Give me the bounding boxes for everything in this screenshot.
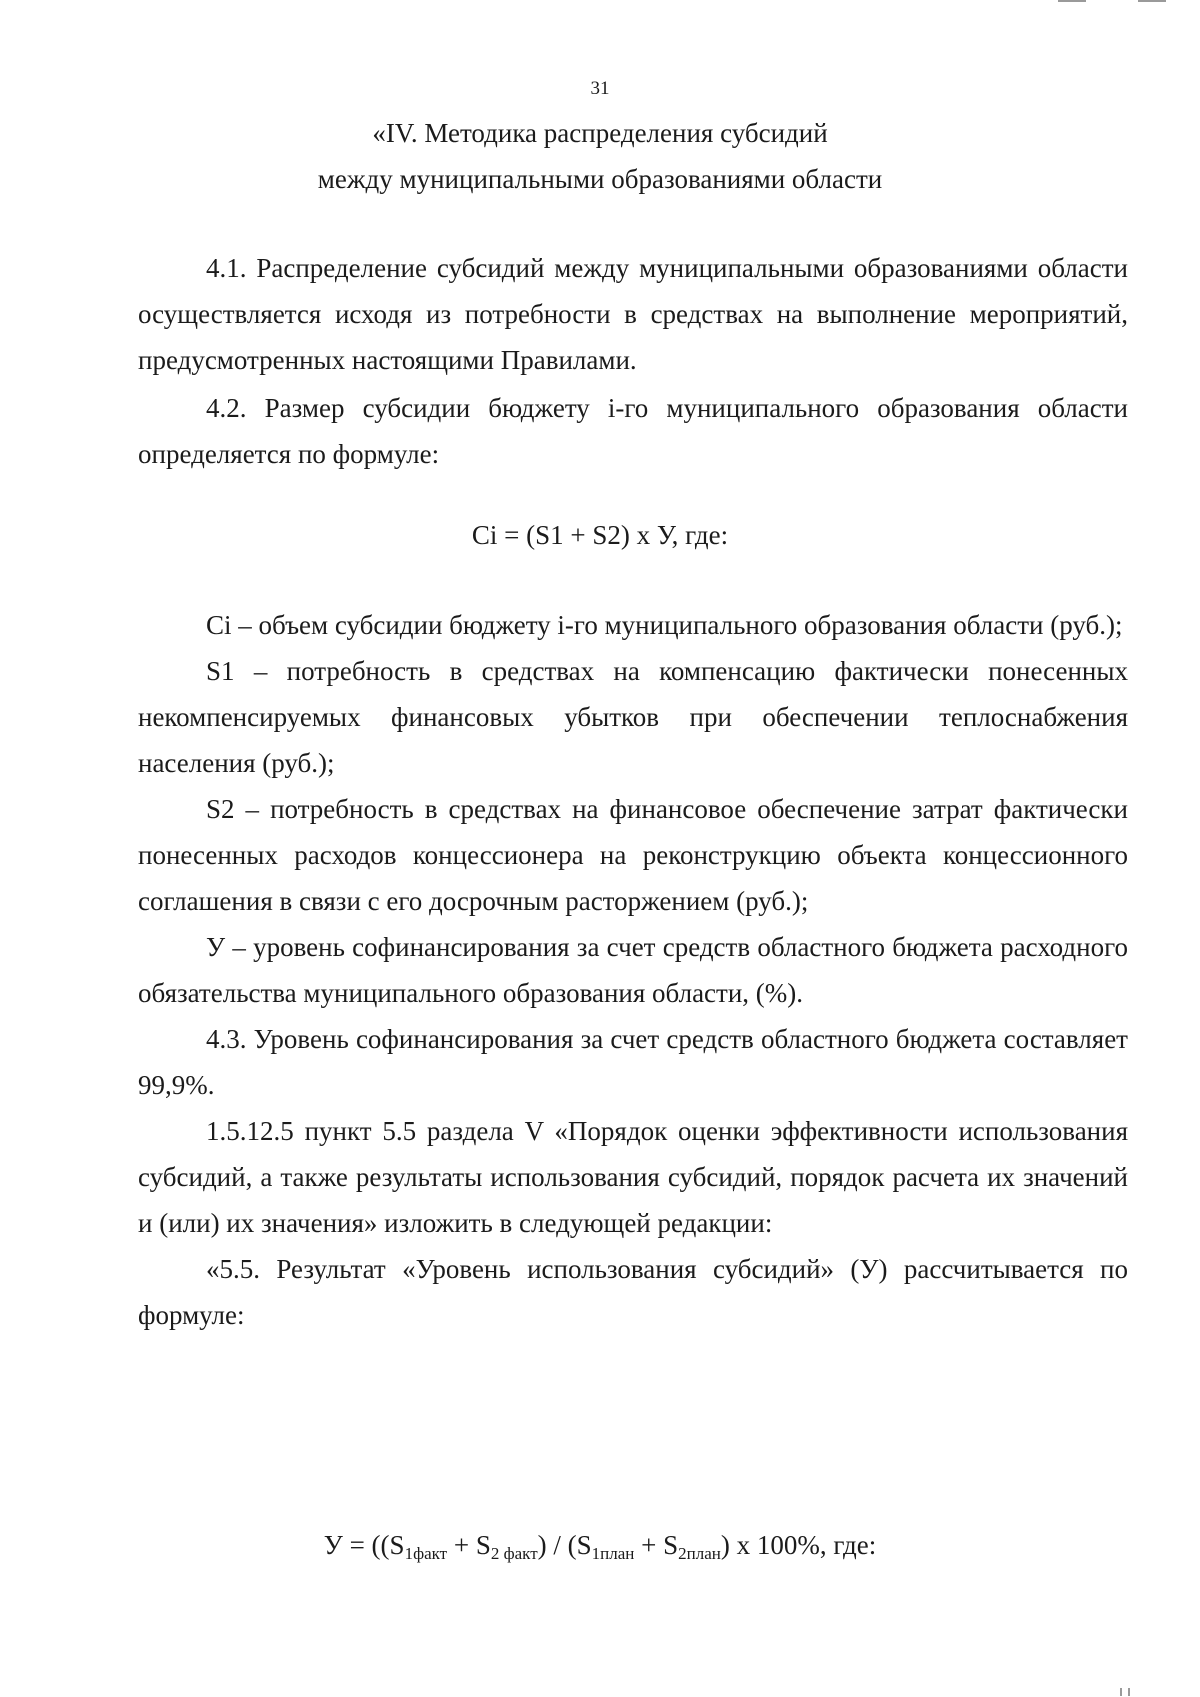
- formula-u-tail: ) x 100%, где:: [720, 1530, 877, 1560]
- definition-ci: Ci – объем субсидии бюджету i-го муниципального образования области (руб.);: [206, 610, 1123, 640]
- formula-ci: Ci = (S1 + S2) x У, где:: [471, 520, 729, 550]
- paragraph-block-1: [138, 245, 1128, 477]
- paragraph-4-3: 4.3. Уровень софинансирования за счет средств областного бюджета составляет 99,9%.: [138, 1024, 1128, 1100]
- page-number: 31: [590, 78, 610, 99]
- scan-artifact-bottom-2: [1128, 1688, 1130, 1696]
- paragraph-4-2: 4.2. Размер субсидии бюджету i-го муниципального образования области определяется по формуле:: [138, 393, 1128, 469]
- paragraph-4-1: 4.1. Распределение субсидий между муниципальными образованиями области осуществляется исходя из потребности в средствах на выполнение мероприятий, предусмотренных настоящими Правилами.: [138, 253, 1128, 375]
- formula-u-lead: У = ((S: [323, 1530, 405, 1560]
- formula-u-sub-s1-plan: 1план: [591, 1544, 635, 1563]
- formula-u-plus-2: + S: [634, 1530, 679, 1560]
- scan-artifact-top: [1058, 0, 1086, 2]
- formula-u-sub-s2-fact: 2 факт: [490, 1544, 538, 1563]
- definition-u: У – уровень софинансирования за счет средств областного бюджета расходного обязательства муниципального образования области, (%).: [138, 932, 1128, 1008]
- formula-u: [0, 1530, 1200, 1564]
- scan-artifact-bottom: [1120, 1688, 1122, 1696]
- formula-u-plus-1: + S: [447, 1530, 491, 1560]
- section-heading-line-2: между муниципальными образованиями области: [317, 164, 883, 194]
- definition-s1: S1 – потребность в средствах на компенсацию фактически понесенных некомпенсируемых финансовых убытков при обеспечении теплоснабжения населения (руб.);: [138, 656, 1128, 778]
- formula-u-sub-s2-plan: 2план: [678, 1544, 721, 1563]
- paragraph-5-5: «5.5. Результат «Уровень использования субсидий» (У) рассчитывается по формуле:: [138, 1254, 1128, 1330]
- paragraph-1-5-12-5: 1.5.12.5 пункт 5.5 раздела V «Порядок оценки эффективности использования субсидий, а также результаты использования субсидий, порядок расчета их значений и (или) их значения» изложить в следующей редакции:: [138, 1116, 1128, 1238]
- paragraph-block-2: [138, 602, 1128, 1338]
- section-heading-line-1: «IV. Методика распределения субсидий: [372, 118, 828, 148]
- definition-s2: S2 – потребность в средствах на финансовое обеспечение затрат фактически понесенных расходов концессионера на реконструкцию объекта концессионного соглашения в связи с его досрочным расторжением (руб.);: [138, 794, 1128, 916]
- formula-u-sub-s1-fact: 1факт: [404, 1544, 448, 1563]
- scan-artifact-top-2: [1138, 0, 1166, 2]
- formula-u-mid: ) / (S: [537, 1530, 592, 1560]
